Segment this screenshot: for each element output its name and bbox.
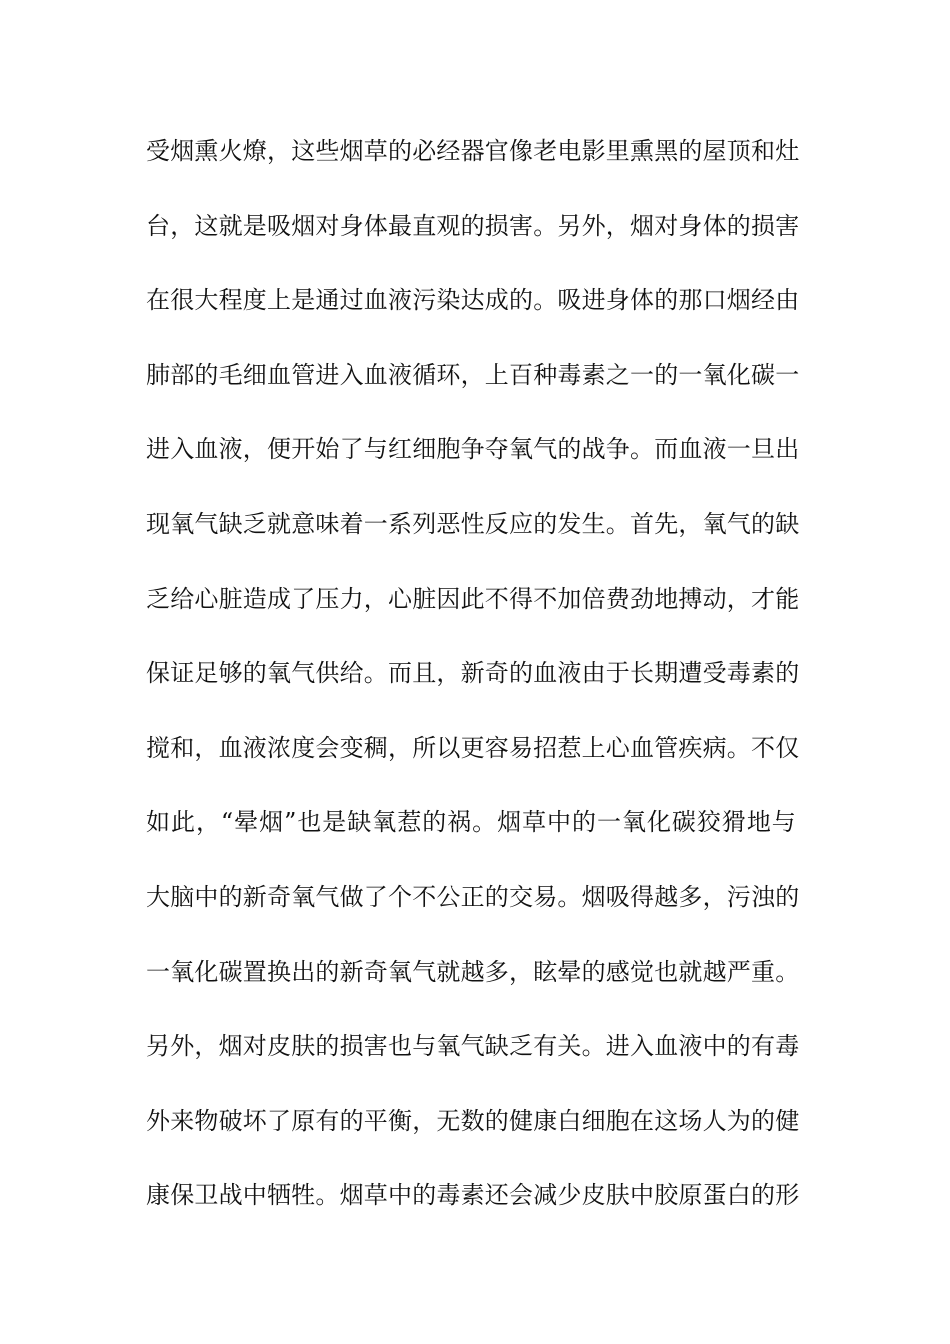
text-line: 台，这就是吸烟对身体最直观的损害。另外，烟对身体的损害 [146,211,800,240]
text-line: 搅和，血液浓度会变稠，所以更容易招惹上心血管疾病。不仅 [146,733,800,762]
text-line: 现氧气缺乏就意味着一系列恶性反应的发生。首先，氧气的缺 [146,509,800,538]
body-text [146,128,800,1247]
text-line: 肺部的毛细血管进入血液循环，上百种毒素之一的一氧化碳一 [146,360,800,389]
text-line: 康保卫战中牺牲。烟草中的毒素还会减少皮肤中胶原蛋白的形 [146,1181,800,1210]
text-line: 受烟熏火燎，这些烟草的必经器官像老电影里熏黑的屋顶和灶 [146,137,800,165]
text-line: 大脑中的新奇氧气做了个不公正的交易。烟吸得越多，污浊的 [146,882,800,911]
text-line: 另外，烟对皮肤的损害也与氧气缺乏有关。进入血液中的有毒 [146,1032,800,1061]
text-line: 如此，“晕烟”也是缺氧惹的祸。烟草中的一氧化碳狡猾地与 [146,808,796,837]
text-line: 保证足够的氧气供给。而且，新奇的血液由于长期遭受毒素的 [146,659,800,688]
text-line: 进入血液，便开始了与红细胞争夺氧气的战争。而血液一旦出 [146,435,800,464]
text-line: 在很大程度上是通过血液污染达成的。吸进身体的那口烟经由 [146,286,800,315]
text-line: 外来物破坏了原有的平衡，无数的健康白细胞在这场人为的健 [146,1106,800,1135]
text-line: 一氧化碳置换出的新奇氧气就越多，眩晕的感觉也就越严重。 [146,957,800,986]
text-line: 乏给心脏造成了压力，心脏因此不得不加倍费劲地搏动，才能 [146,584,800,613]
